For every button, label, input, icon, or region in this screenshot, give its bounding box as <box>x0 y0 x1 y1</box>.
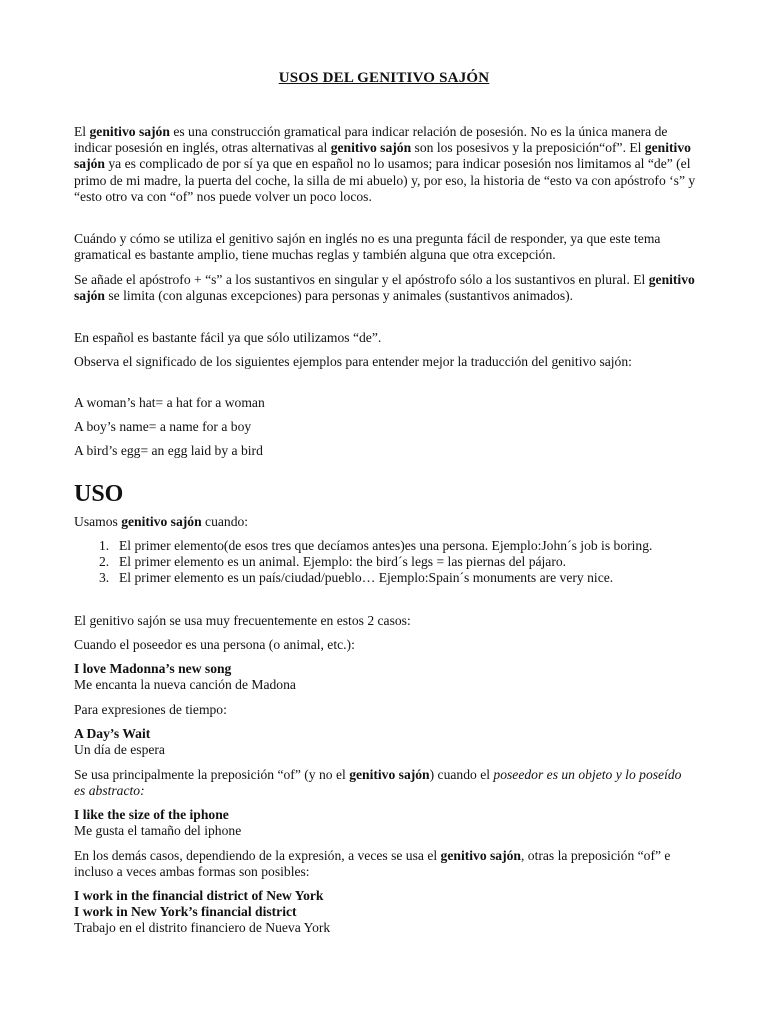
bold-term: genitivo sajón <box>440 848 521 863</box>
bold-term: genitivo sajón <box>74 272 695 304</box>
bold-term: genitivo sajón <box>89 124 170 139</box>
list-item <box>99 554 699 570</box>
case-2-label: Para expresiones de tiempo: <box>74 702 227 717</box>
text-run: son los posesivos y la preposición“of”. El <box>411 140 645 156</box>
uso-lead <box>74 514 696 530</box>
of-example <box>74 807 696 839</box>
italic-text: poseedor es un objeto y lo poseído es abstracto: <box>74 767 682 799</box>
list-item-text: El primer elemento es un animal. Ejemplo: the bird´s legs = las piernas del pájaro. <box>119 554 567 570</box>
text-run: cuando: <box>201 514 249 529</box>
list-item <box>99 570 699 586</box>
list-item-text: El primer elemento(de esos tres que decíamos antes)es una persona. Ejemplo:John´s job is boring. <box>119 538 653 553</box>
case-2-example <box>74 726 696 758</box>
intro-paragraph-1 <box>74 124 696 205</box>
cases-intro: El genitivo sajón se usa muy frecuentemente en estos 2 casos: <box>74 613 411 628</box>
numbered-list <box>99 538 699 587</box>
bold-term: genitivo sajón <box>74 140 691 172</box>
list-number: 1. <box>99 538 110 553</box>
text-run: Se añade el apóstrofo + “s” a los sustantivos en singular y el apóstrofo sólo a los sustantivos en plural. El <box>74 272 649 287</box>
list-number: 3. <box>99 570 110 586</box>
example-line: A bird’s egg= an egg laid by a bird <box>74 443 263 458</box>
text-run: El <box>74 124 90 139</box>
case-1-label: Cuando el poseedor es una persona (o animal, etc.): <box>74 637 355 652</box>
english-example: I love Madonna’s new song <box>74 661 232 676</box>
text-run: ya es complicado de por sí ya que en español no lo usamos; para indicar posesión nos limitamos al “de” (el primo de mi madre, la puerta del coche, la silla de mi abuelo) y, por eso, la historia de “esto va con apóstrofo ‘s” y “esto otro va con “of” nos puede volver un poco locos. <box>74 156 696 204</box>
section-heading: USO <box>74 481 124 507</box>
list-item <box>99 538 699 554</box>
spanish-translation: Me encanta la nueva canción de Madona <box>74 677 296 693</box>
english-example: I like the size of the iphone <box>74 807 229 822</box>
english-example: I work in the financial district of New York <box>74 888 324 903</box>
text-run: Se usa principalmente la preposición “of” (y no el <box>74 767 350 782</box>
english-example: I work in New York’s financial district <box>74 904 297 920</box>
text-run: , otras la preposición “of” e incluso a veces ambas formas son posibles: <box>74 848 671 880</box>
text-run: Usamos <box>74 514 122 529</box>
spanish-translation: Trabajo en el distrito financiero de Nueva York <box>74 920 331 936</box>
bold-term: genitivo sajón <box>330 140 412 156</box>
both-forms-paragraph <box>74 848 696 880</box>
example-line: A woman’s hat= a hat for a woman <box>74 395 265 410</box>
text-run: En los demás casos, dependiendo de la expresión, a veces se usa el <box>74 848 441 863</box>
list-number: 2. <box>99 554 110 570</box>
intro-paragraph-5: Observa el significado de los siguientes ejemplos para entender mejor la traducción del genitivo sajón: <box>74 354 632 369</box>
text-run: ) cuando el <box>429 767 494 782</box>
bold-term: genitivo sajón <box>349 767 430 782</box>
intro-paragraph-2: Cuándo y cómo se utiliza el genitivo sajón en inglés no es una pregunta fácil de responder, ya que este tema gramatical es bastante amplio, tiene muchas reglas y también alguna que otra excepción. <box>74 231 661 263</box>
list-item-text: El primer elemento es un país/ciudad/pueblo… Ejemplo:Spain´s monuments are very nice. <box>119 570 614 586</box>
intro-paragraph-4: En español es bastante fácil ya que sólo utilizamos “de”. <box>74 330 382 345</box>
page-title: USOS DEL GENITIVO SAJÓN <box>278 70 490 86</box>
both-forms-example <box>74 888 696 937</box>
english-example: A Day’s Wait <box>74 726 151 741</box>
bold-term: genitivo sajón <box>121 514 202 529</box>
intro-paragraph-3 <box>74 272 696 304</box>
spanish-translation: Un día de espera <box>74 742 165 758</box>
of-rule-paragraph <box>74 767 696 799</box>
case-1-example <box>74 661 696 693</box>
text-run: es una construcción gramatical para indicar relación de posesión. No es la única manera de indicar posesión en inglés, otras alternativas al <box>74 124 668 156</box>
example-line: A boy’s name= a name for a boy <box>74 419 252 434</box>
text-run: se limita (con algunas excepciones) para personas y animales (sustantivos animados). <box>104 288 574 304</box>
spanish-translation: Me gusta el tamaño del iphone <box>74 823 242 839</box>
